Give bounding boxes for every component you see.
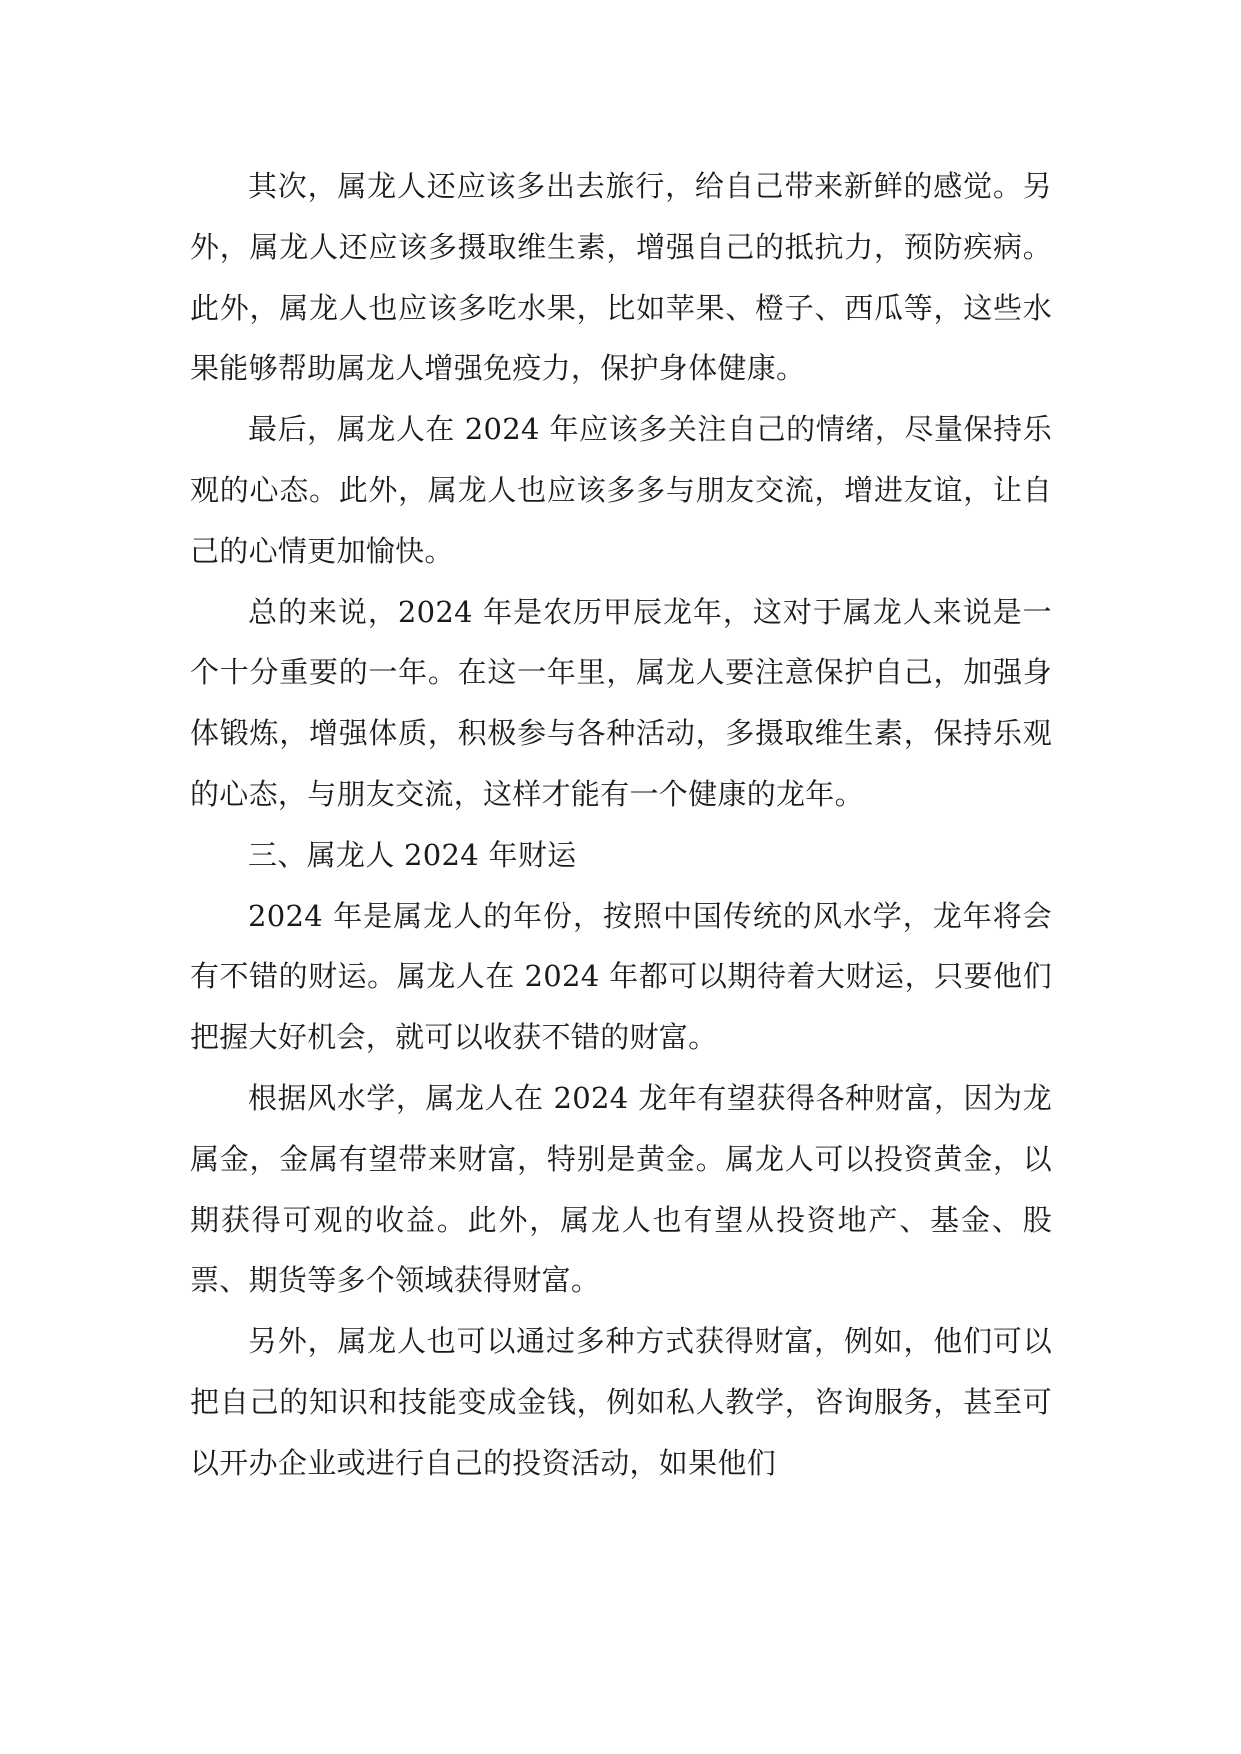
paragraph-wealth-intro: 2024 年是属龙人的年份，按照中国传统的风水学，龙年将会有不错的财运。属龙人在 2024 年都可以期待着大财运，只要他们把握大好机会，就可以收获不错的财富。 — [190, 898, 1052, 1055]
section-heading-wealth: 三、属龙人 2024 年财运 — [248, 837, 577, 872]
paragraph-summary: 总的来说，2024 年是农历甲辰龙年，这对于属龙人来说是一个十分重要的一年。在这一年里，属龙人要注意保护自己，加强身体锻炼，增强体质，积极参与各种活动，多摄取维生素，保持乐观的心态，与朋友交流，这样才能有一个健康的龙年。 — [190, 594, 1052, 811]
paragraph-fengshui-gold: 根据风水学，属龙人在 2024 龙年有望获得各种财富，因为龙属金，金属有望带来财富，特别是黄金。属龙人可以投资黄金，以期获得可观的收益。此外，属龙人也有望从投资地产、基金、股票、期货等多个领域获得财富。 — [190, 1080, 1052, 1298]
paragraph-emotions: 最后，属龙人在 2024 年应该多关注自己的情绪，尽量保持乐观的心态。此外，属龙人也应该多多与朋友交流，增进友谊，让自己的心情更加愉快。 — [190, 412, 1052, 568]
paragraph-other-ways: 另外，属龙人也可以通过多种方式获得财富，例如，他们可以把自己的知识和技能变成金钱，例如私人教学，咨询服务，甚至可以开办企业或进行自己的投资活动，如果他们 — [190, 1324, 1052, 1480]
paragraph-health-travel: 其次，属龙人还应该多出去旅行，给自己带来新鲜的感觉。另外，属龙人还应该多摄取维生素，增强自己的抵抗力，预防疾病。此外，属龙人也应该多吃水果，比如苹果、橙子、西瓜等，这些水果能够帮助属龙人增强免疫力，保护身体健康。 — [190, 169, 1052, 386]
document-body — [190, 156, 1052, 1494]
